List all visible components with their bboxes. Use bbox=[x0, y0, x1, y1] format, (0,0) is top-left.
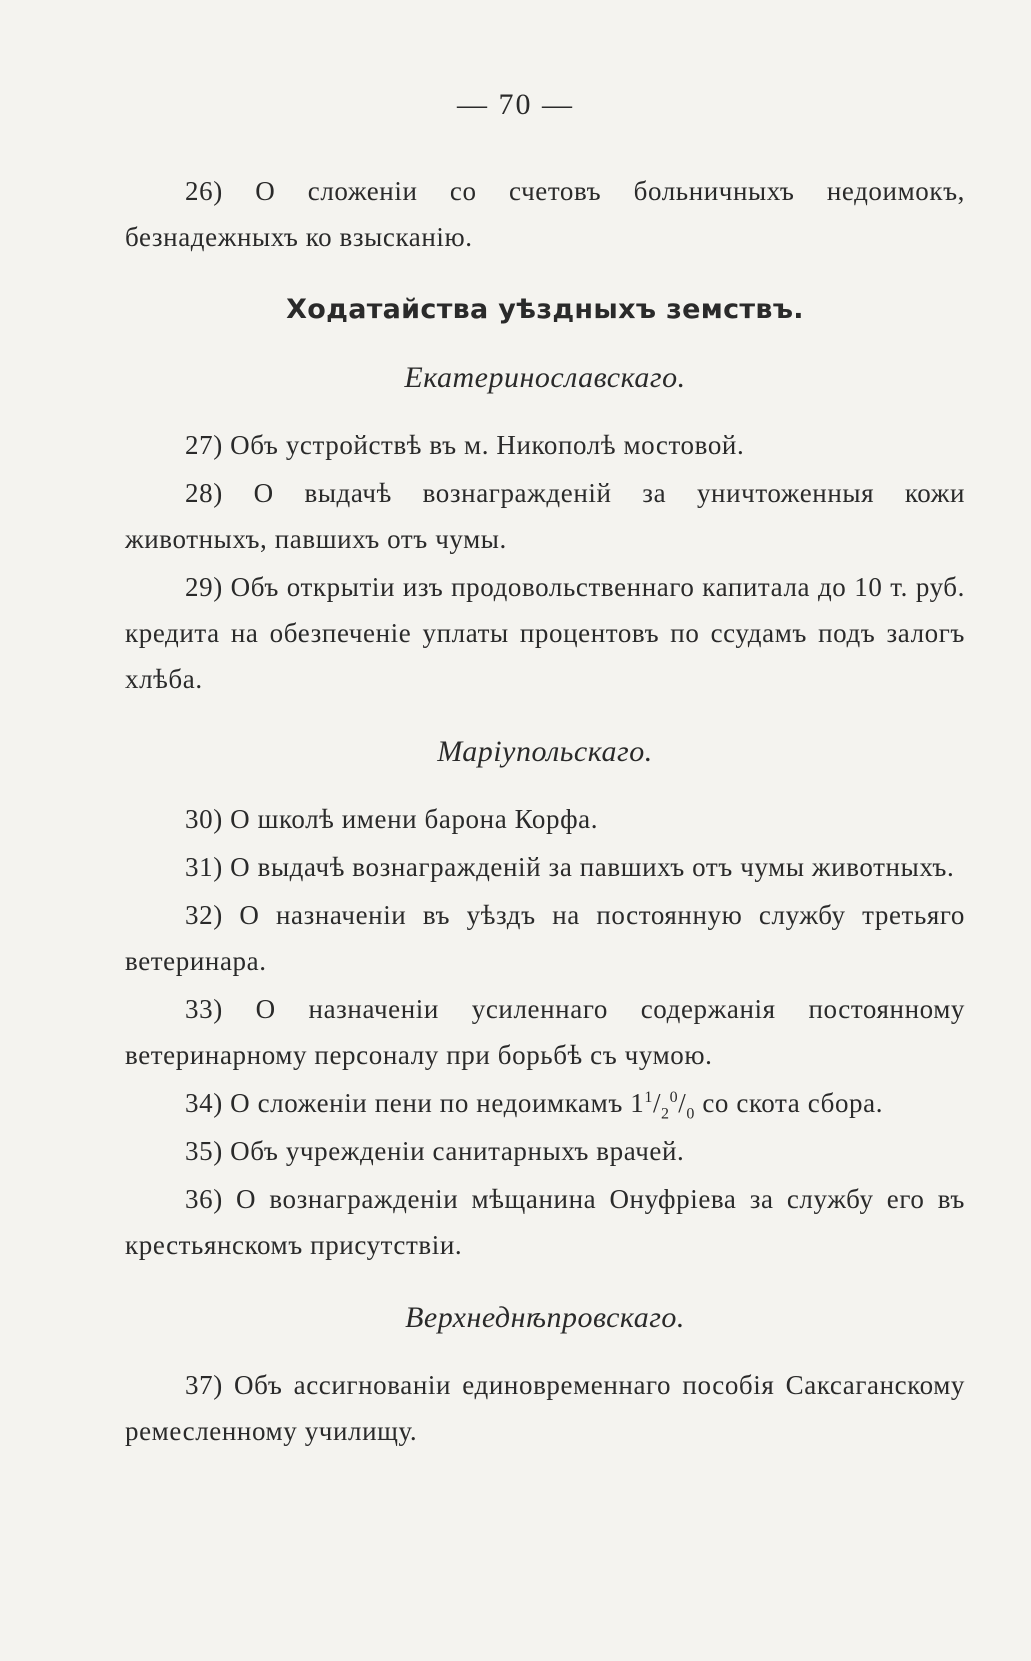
subheading-verkhnedneprovsk: Верхнеднѣпровскаго. bbox=[405, 1301, 685, 1334]
section-heading-uezd-petitions: Ходатайства уѣздныхъ земствъ. bbox=[286, 294, 804, 325]
percent-top: 0 bbox=[669, 1089, 679, 1106]
subheading-mariupol: Маріупольскаго. bbox=[437, 735, 653, 768]
percent-slash: / bbox=[678, 1088, 687, 1118]
fraction-numerator: 1 bbox=[644, 1089, 653, 1106]
fraction-denominator: 2 bbox=[661, 1105, 670, 1123]
paragraph-32: 32) О назначеніи въ уѣздъ на постоянную службу третьяго ветеринара. bbox=[125, 900, 965, 976]
percent-bottom: 0 bbox=[686, 1105, 695, 1123]
paragraph-36: 36) О вознагражденіи мѣщанина Онуфріева за службу его въ крестьянскомъ присутствіи. bbox=[125, 1184, 965, 1260]
paragraph-35: 35) Объ учрежденіи санитарныхъ врачей. bbox=[185, 1136, 685, 1166]
paragraph-30: 30) О школѣ имени барона Корфа. bbox=[185, 804, 599, 834]
paragraph-29: 29) Объ открытіи изъ продовольственнаго капитала до 10 т. руб. кредита на обезпеченіе уплаты процентовъ по ссудамъ подъ залогъ хлѣба. bbox=[125, 572, 965, 694]
paragraph-28: 28) О выдачѣ вознагражденій за уничтоженныя кожи животныхъ, павшихъ отъ чумы. bbox=[125, 478, 965, 554]
paragraph-37: 37) Объ ассигнованіи единовременнаго пособія Саксаганскому ремесленному училищу. bbox=[125, 1370, 965, 1446]
paragraph-27: 27) Объ устройствѣ въ м. Никополѣ мостовой. bbox=[185, 430, 745, 460]
paragraph-34 bbox=[125, 1080, 965, 1126]
paragraph-26: 26) О сложеніи со счетовъ больничныхъ недоимокъ, безнадежныхъ ко взысканію. bbox=[125, 176, 965, 252]
paragraph-31: 31) О выдачѣ вознагражденій за павшихъ отъ чумы животныхъ. bbox=[185, 852, 955, 882]
page-content bbox=[125, 168, 965, 1456]
subheading-ekaterinoslav: Екатеринославскаго. bbox=[404, 361, 686, 394]
paragraph-33: 33) О назначеніи усиленнаго содержанія постоянному ветеринарному персоналу при борьбѣ съ чумою. bbox=[125, 994, 965, 1070]
fraction-slash: / bbox=[652, 1088, 662, 1118]
paragraph-34-end: со скота сбора. bbox=[694, 1088, 884, 1118]
page-number: — 70 — bbox=[457, 88, 574, 121]
paragraph-34-start: 34) О сложеніи пени по недоимкамъ 1 bbox=[185, 1088, 645, 1118]
